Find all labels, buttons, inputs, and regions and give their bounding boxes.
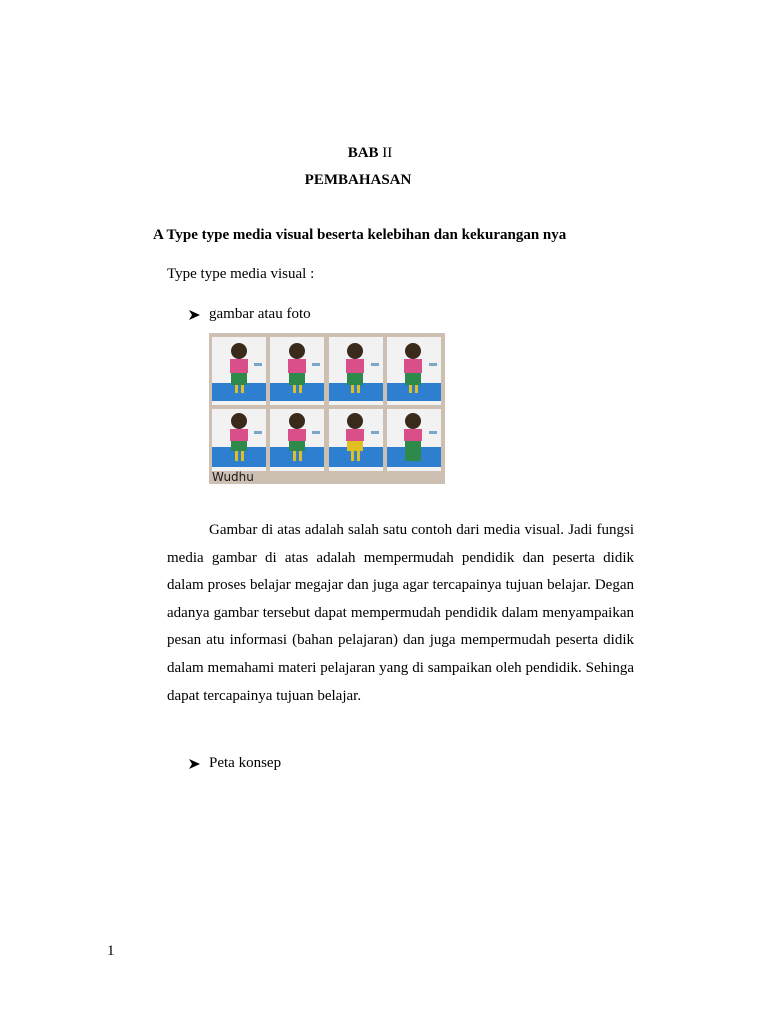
list-item [189,755,281,772]
figure-photo [209,333,445,484]
photo-wudhu-illustration-icon [209,333,445,484]
body-paragraph [167,517,634,710]
section-heading: A Type type media visual beserta kelebihan dan kekurangan nya [153,227,567,243]
page-title: PEMBAHASAN [304,172,412,188]
chapter-heading [0,145,740,162]
figure-caption: Wudhu [212,470,254,484]
paragraph-text: Gambar di atas adalah salah satu contoh dari media visual. Jadi fungsi media gambar di atas adalah mempermudah pendidik dan peserta didik dalam proses belajar megajar dan juga agar tercapainya tujuan belajar. Degan adanya gambar tersebut dapat mempermudah pendidik dalam menyampaikan pesan atu informasi (bahan pelajaran) dan juga mempermudah peserta didik dalam memahami materi pelajaran yang di sampaikan oleh pendidik. Sehinga dapat tercapainya tujuan belajar. [167,522,634,704]
list-item-label: gambar atau foto [209,306,311,322]
arrow-bullet-icon [189,759,209,769]
page-number: 1 [107,943,115,959]
arrow-bullet-icon [189,310,209,320]
chapter-number: II [382,145,393,161]
intro-text: Type type media visual : [167,266,315,282]
chapter-label: BAB [347,145,379,161]
list-item [189,306,311,323]
list-item-label: Peta konsep [209,755,282,771]
